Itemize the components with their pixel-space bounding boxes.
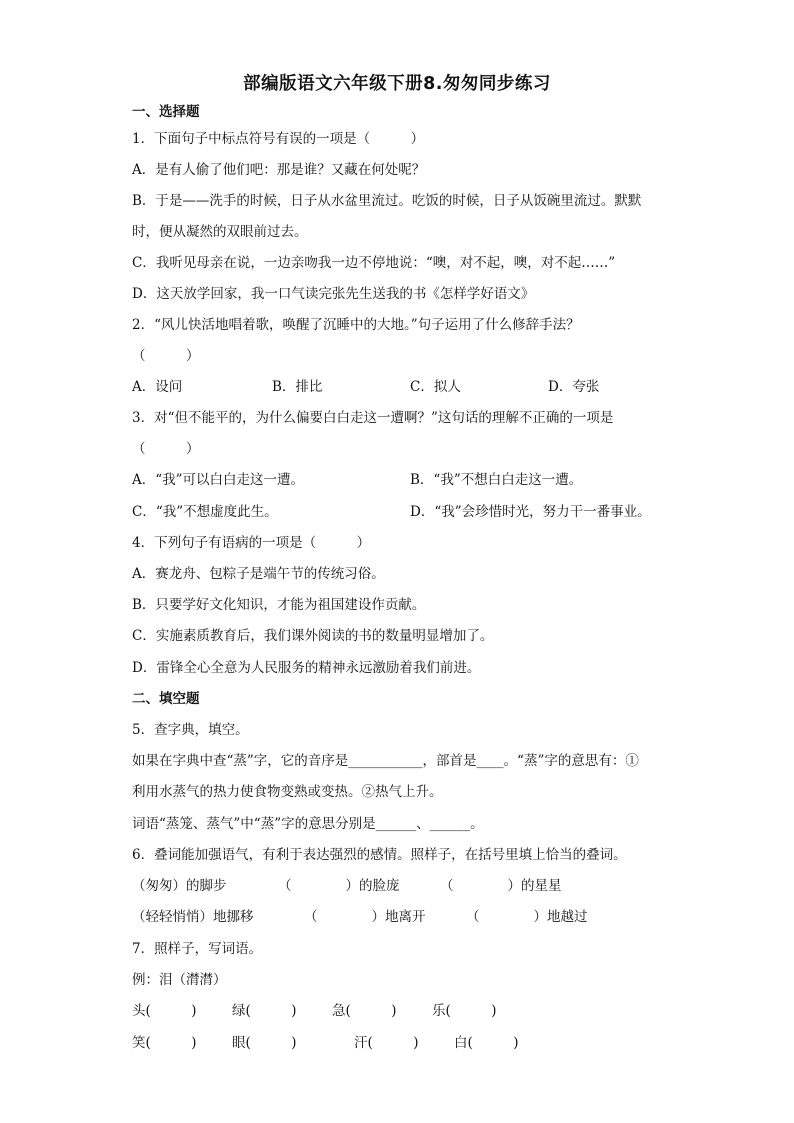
q7-example: 例：泪（潸潸）: [132, 972, 227, 988]
q5-line-1: 如果在字典中查“蒸”字，它的音序是___________，部首是____。“蒸”字的意思有：①: [132, 753, 639, 769]
q4-option-a: A．赛龙舟、包粽子是端午节的传统习俗。: [132, 566, 385, 582]
q5-stem: 5．查字典，填空。: [132, 722, 249, 738]
q6-row2-blank-1: （ ）地离开: [304, 909, 426, 925]
q5-line-3: 词语“蒸笼、蒸气”中“蒸”字的意思分别是______、______。: [132, 816, 484, 832]
q3-answer-paren: （ ）: [132, 441, 200, 457]
q4-stem: 4．下列句子有语病的一项是（ ）: [132, 535, 371, 551]
q1-stem: 1．下面句子中标点符号有误的一项是（ ）: [132, 131, 425, 147]
q4-option-d: D．雷锋全心全意为人民服务的精神永远激励着我们前进。: [132, 660, 481, 676]
q3-option-d: D．“我”会珍惜时光，努力干一番事业。: [410, 504, 651, 520]
q6-row1-blank-2: （ ）的星星: [440, 878, 562, 894]
q2-option-b: B．排比: [272, 379, 323, 395]
q7-row1-item-3: 急( ): [332, 1003, 397, 1019]
q1-option-c: C．我听见母亲在说，一边亲吻我一边不停地说：“噢，对不起，噢，对不起……”: [132, 255, 616, 271]
page-title: 部编版语文六年级下册8.匆匆同步练习: [243, 74, 551, 94]
section-heading-choice: 一、选择题: [132, 104, 200, 120]
q6-row2-example: （轻轻悄悄）地挪移: [132, 909, 254, 925]
q6-row2-blank-2: （ ）地越过: [466, 909, 588, 925]
q7-row1-item-2: 绿( ): [232, 1003, 297, 1019]
q7-stem: 7．照样子，写词语。: [132, 941, 263, 957]
q7-row1-item-1: 头( ): [132, 1003, 197, 1019]
q4-option-c: C．实施素质教育后，我们课外阅读的书的数量明显增加了。: [132, 628, 494, 644]
q2-option-a: A．设问: [132, 379, 183, 395]
q7-row2-item-1: 笑( ): [132, 1035, 197, 1051]
q6-row1-blank-1: （ ）的脸庞: [278, 878, 400, 894]
q7-row1-item-4: 乐( ): [432, 1003, 497, 1019]
q6-stem: 6．叠词能加强语气，有利于表达强烈的感情。照样子，在括号里填上恰当的叠词。: [132, 847, 627, 863]
q2-option-d: D．夸张: [548, 379, 600, 395]
q7-row2-item-3: 汗( ): [354, 1035, 419, 1051]
section-heading-fill: 二、填空题: [132, 691, 200, 707]
q3-option-b: B．“我”不想白白走这一遭。: [410, 472, 583, 488]
q7-row2-item-2: 眼( ): [232, 1035, 297, 1051]
q7-row2-item-4: 白( ): [454, 1035, 519, 1051]
q2-stem: 2．“风儿快活地唱着歌，唤醒了沉睡中的大地。”句子运用了什么修辞手法？: [132, 317, 580, 333]
q6-row1-example: （匆匆）的脚步: [132, 878, 227, 894]
q1-option-b-cont: 时，便从凝然的双眼前过去。: [132, 224, 308, 240]
q3-stem: 3．对“但不能平的，为什么偏要白白走这一遭啊？”这句话的理解不正确的一项是: [132, 410, 614, 426]
q3-option-c: C．“我”不想虚度此生。: [132, 504, 278, 520]
q1-option-d: D．这天放学回家，我一口气读完张先生送我的书《怎样学好语文》: [132, 286, 535, 302]
q2-answer-paren: （ ）: [132, 348, 200, 364]
q1-option-b: B．于是——洗手的时候，日子从水盆里流过。吃饭的时候，日子从饭碗里流过。默默: [132, 193, 642, 209]
q1-option-a: A．是有人偷了他们吧：那是谁？又藏在何处呢？: [132, 162, 426, 178]
q3-option-a: A．“我”可以白白走这一遭。: [132, 472, 305, 488]
q2-option-c: C．拟人: [410, 379, 461, 395]
q4-option-b: B．只要学好文化知识，才能为祖国建设作贡献。: [132, 597, 426, 613]
q5-line-2: 利用水蒸气的热力使食物变熟或变热。②热气上升。: [132, 784, 443, 800]
